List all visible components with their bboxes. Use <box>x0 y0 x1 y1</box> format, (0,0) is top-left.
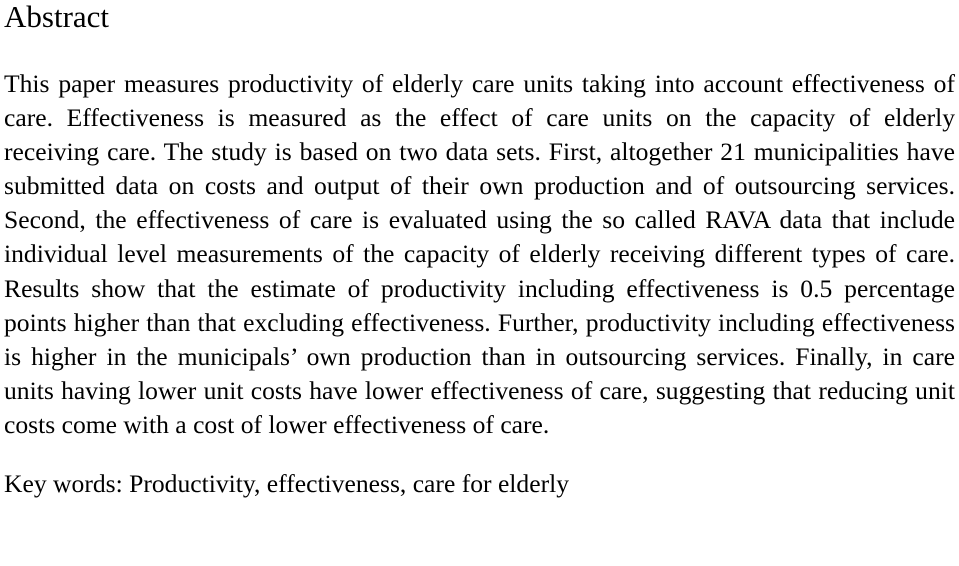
keywords-line: Key words: Productivity, effectiveness, care for elderly <box>4 469 569 499</box>
abstract-heading: Abstract <box>4 0 110 34</box>
abstract-body-text: This paper measures productivity of elderly care units taking into account effectiveness of care. Effectiveness is measured as the effect of care units on the capacity of elderly receiving care. The study is based on two data sets. First, altogether 21 municipalities have submitted data on costs and output of their own production and of outsourcing services. Second, the effectiveness of care is evaluated using the so called RAVA data that include individual level measurements of the capacity of elderly receiving different types of care. Results show that the estimate of productivity including effectiveness is 0.5 percentage points higher than that excluding effectiveness. Further, productivity including effectiveness is higher in the municipals’ own production than in outsourcing services. Finally, in care units having lower unit costs have lower effectiveness of care, suggesting that reducing unit costs come with a cost of lower effectiveness of care. <box>4 69 955 439</box>
abstract-section <box>4 0 955 501</box>
